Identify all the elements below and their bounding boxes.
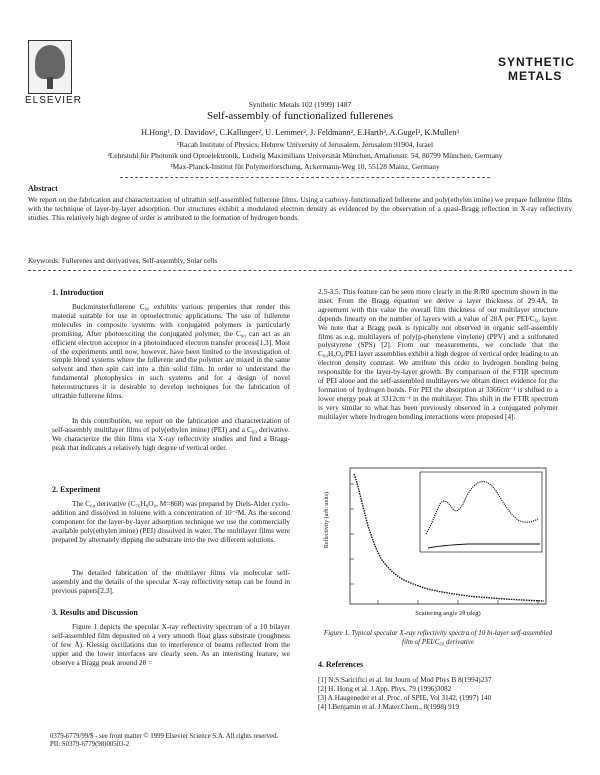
keywords: Keywords: Fullerenes and derivatives, Self-assembly, Solar cells — [28, 256, 218, 265]
reference-item: [4] I.Benjamin et al. J.Mater.Chem., 8(1998) 919 — [318, 702, 459, 711]
experiment-paragraph-1: The C₆₀ derivative (C₇₆H₈O₈, M=868) was prepared by Diels-Alder cyclo-addition and dissolved in toluene with a concentration of 10⁻²M. As the second component for the layer-by-layer adsorption technique we use the commercially available poly(ethylen imine) (PEI) dissolved in water. The multilayer films were prepared by alternately dipping the substrate into the two different solutions. — [52, 499, 290, 544]
affiliation-1: ¹Racah Institute of Physics, Hebrew University of Jerusalem, Jerusalem 91904, Israel — [176, 140, 434, 149]
y-axis-label: Reflectivity (arb. units) — [324, 492, 330, 549]
abstract-heading: Abstract — [28, 184, 58, 193]
y-ticks — [350, 484, 354, 584]
reflectivity-plot — [328, 464, 552, 624]
paper-title: Self-assembly of functionalized fullerenes — [206, 110, 394, 122]
publisher-name: ELSEVIER — [25, 95, 82, 106]
elsevier-logo — [28, 40, 72, 94]
journal-logo-line1: SYNTHETIC — [498, 55, 576, 69]
intro-paragraph-2: In this contribution, we report on the fabrication and characterization of self-assembly multilayer films of poly(ethylen imine) (PEI) and a C₆₀ derivative. We characterize the thin films via X-ray reflectivity studies and find a Bragg-peak that indicates a relatively high degree of vertical order. — [52, 416, 290, 452]
citation: Synthetic Metals 102 (1999) 1487 — [248, 100, 352, 109]
figure-caption: Figure 1. Typical specular X-ray reflectivity spectra of 10 bi-layer self-assembled film of PEI/C₆₀ derivative — [323, 629, 553, 646]
reflectivity-figure — [324, 464, 552, 624]
divider — [120, 177, 490, 178]
reference-list — [318, 676, 558, 712]
x-axis-label: Scattering angle 2θ (deg) — [415, 610, 481, 617]
footer — [50, 733, 278, 749]
copyright-line: 0379-6779/99/$ - see front matter © 1999 Elsevier Science S.A. All rights reserved. — [50, 733, 279, 740]
section-heading-introduction: 1. Introduction — [52, 288, 104, 297]
author-list: H.Hong¹, D. Davidov¹, C.Kallinger², U. Lemmer², J. Feldmann², E.Harth³, A.Gugel³, K.Mullen³ — [141, 128, 459, 137]
section-heading-experiment: 2. Experiment — [52, 485, 101, 494]
journal-logo — [498, 55, 576, 85]
reference-item: [3] A.Haugeneder et al. Proc. of SPIE, Vol 3142, (1997) 140 — [318, 693, 492, 702]
pii-line: PII: S0379-6779(98)00503-2 — [50, 741, 130, 748]
reference-item: [2] H. Hong et al. J.App. Phys. 79 (1996)3082 — [318, 684, 452, 693]
affiliation-3: ³Max-Planck-Institut für Polymerforschung, Ackermann-Weg 10, 55128 Mainz, Germany — [170, 162, 440, 171]
results-paragraph-2: 2.5-3.5. This feature can be seen more clearly in the R/R0 spectrum shown in the inset. From the Bragg equation we derive a layer thickness of 29.4Å. In agreement with this value the overall film thickness of our multilayer structure depends linearly on the number of layers with a value of 28Å per PEI/C₆₀ layer. We note that a Bragg peak is typically not observed in organic self-assembly films as e.g. multilayers of poly(p-phenylene vinylene) (PPV) and a sulfonated polystyrene (SPS) [2]. From our measurements, we conclude that the C₆₀H₈O₈/PEI layer assemblies exhibit a high degree of vertical order leading to an electron density contrast. We attribute this order to hydrogen bonding being responsible for the layer-by-layer growth. By comparison of the FTIR spectrum of PEI alone and the self-assembled multilayers we obtain direct evidence for the formation of hydrogen bonds. For PEI the absorption at 3366cm⁻¹ is shifted to a lower energy peak at 3312cm⁻¹ in the multilayer. This shift in the FTIR spectrum is very similar to what has been previously observed in a conjugated polymer multilayer where hydrogen bonding interactions were proposed [4]. — [318, 287, 558, 421]
abstract-text: We report on the fabrication and characterization of ultrathin self-assembled fullerene films. Using a carboxy-functionalized fullerene and poly(ethylen imine) we prepare fullerene films with the technique of layer-by-layer adsorption. Our structures exhibit a modulated electron density as evidenced by the observation of a quasi-Bragg reflection in X-ray reflectivity studies. This relatively high degree of order is attributed to the formation of hydrogen bonds. — [28, 195, 572, 222]
section-heading-references: 4. References — [318, 660, 364, 669]
tree-icon — [35, 45, 65, 79]
tree-trunk-icon — [47, 77, 53, 89]
affiliation-2: ²Lehrstuhl für Photonik und Optoelektronik, Ludwig Maximilians Universität München, Amalienstr. 54, 80799 München, Germany — [107, 151, 503, 160]
journal-logo-line2: METALS — [508, 69, 563, 83]
x-ticks — [378, 600, 538, 604]
intro-paragraph-1: Buckminsterfullerene C₆₀ exhibits various properties that render this material suitable for use in optoelectronic applications. The use of fullerene molecules in composite systems with conjugated polymers is particularly promising. After photoexciting the conjugated polymer, the C₆₀ can act as an efficient electron acceptor in a photoinduced electron transfer process[1,3]. Most of the experiments until now, however, have been limited to the investigation of simple blend systems where the fullerene and the polymer are mixed in the same solvent and then spin cast into a thin solid film. In order to understand the fundamental photophysics in such systems and for a design of novel heterostructures it is desirable to develop techniques for the fabrication of ultrathin fullerene films. — [52, 302, 290, 401]
reference-item: [1] N.S.Sariciftci et al. Int Journ of Mod Phys B 8(1994)237 — [318, 676, 492, 684]
experiment-paragraph-2: The detailed fabrication of the multilayer films via molecular self-assembly and the details of the specular X-ray reflectivity setup can be found in previous papers[2,3]. — [52, 568, 290, 595]
results-paragraph-1: Figure 1 depicts the specular X-ray reflectivity spectrum of a 10 bilayer self-assembled film deposited on a very smooth float glass substrate (roughness of few Å). Kiessig oscillations due to interference of beams reflected from the upper and the lower interfaces are clearly seen. As an interesting feature, we observe a Bragg peak around 2θ = — [52, 622, 290, 667]
inset-frame — [420, 472, 542, 552]
divider — [28, 270, 572, 271]
section-heading-results: 3. Results and Discussion — [52, 608, 138, 617]
